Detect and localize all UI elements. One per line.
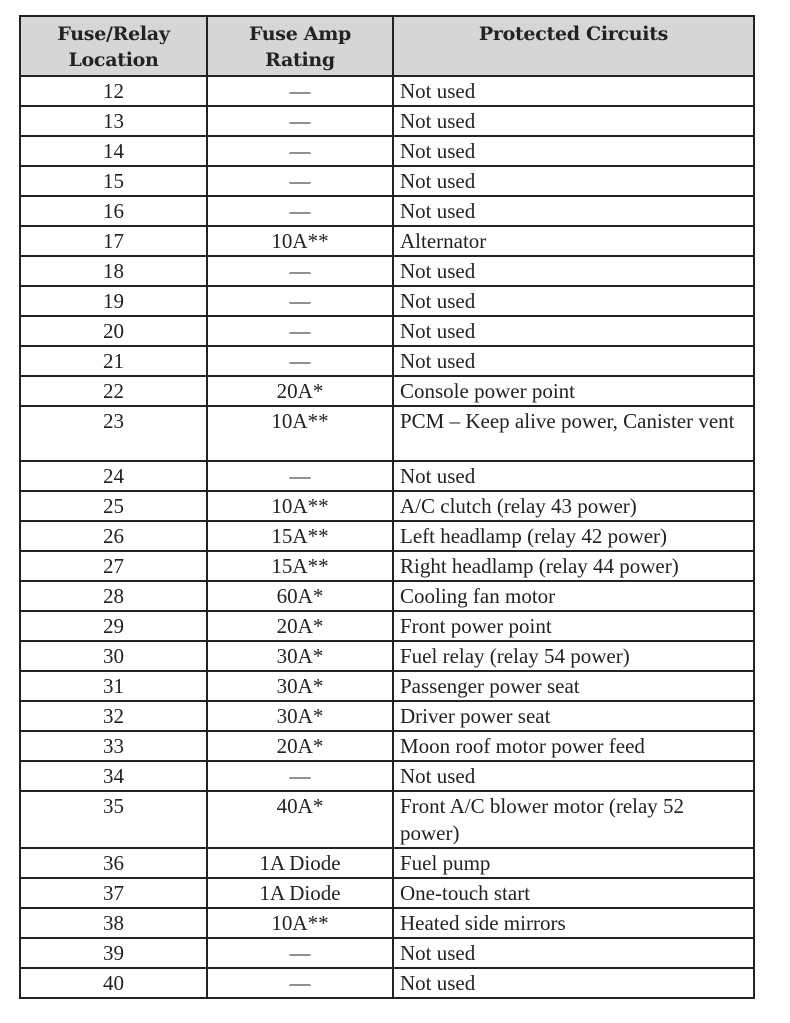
cell-rating: —	[207, 316, 393, 346]
table-row	[20, 581, 754, 611]
cell-location: 36	[20, 848, 207, 878]
cell-rating: 20A*	[207, 611, 393, 641]
cell-rating: —	[207, 196, 393, 226]
cell-location: 15	[20, 166, 207, 196]
table-row	[20, 551, 754, 581]
cell-location: 13	[20, 106, 207, 136]
cell-rating: —	[207, 106, 393, 136]
header-rating-line1: Fuse Amp	[248, 23, 352, 45]
cell-circuit: Cooling fan motor	[393, 581, 754, 611]
cell-circuit: Not used	[393, 76, 754, 106]
cell-rating: 15A**	[207, 521, 393, 551]
cell-circuit: Not used	[393, 286, 754, 316]
cell-circuit: Heated side mirrors	[393, 908, 754, 938]
cell-rating: 10A**	[207, 226, 393, 256]
cell-circuit: Passenger power seat	[393, 671, 754, 701]
table-row	[20, 286, 754, 316]
cell-circuit: Moon roof motor power feed	[393, 731, 754, 761]
table-row	[20, 701, 754, 731]
cell-rating: 30A*	[207, 701, 393, 731]
cell-rating: —	[207, 256, 393, 286]
header-row	[20, 16, 754, 76]
header-location-line2: Location	[68, 49, 159, 71]
cell-location: 14	[20, 136, 207, 166]
cell-circuit: Not used	[393, 761, 754, 791]
cell-circuit: Not used	[393, 316, 754, 346]
cell-location: 25	[20, 491, 207, 521]
table-row	[20, 791, 754, 848]
cell-rating: —	[207, 346, 393, 376]
cell-circuit: Console power point	[393, 376, 754, 406]
cell-circuit: Left headlamp (relay 42 power)	[393, 521, 754, 551]
table-row	[20, 316, 754, 346]
cell-rating: —	[207, 968, 393, 998]
cell-location: 35	[20, 791, 207, 848]
cell-rating: 30A*	[207, 641, 393, 671]
cell-circuit: Driver power seat	[393, 701, 754, 731]
table-row	[20, 848, 754, 878]
cell-location: 31	[20, 671, 207, 701]
cell-circuit: Not used	[393, 166, 754, 196]
cell-rating: —	[207, 136, 393, 166]
cell-rating: —	[207, 761, 393, 791]
cell-location: 24	[20, 461, 207, 491]
cell-rating: 10A**	[207, 406, 393, 461]
cell-rating: 30A*	[207, 671, 393, 701]
cell-rating: —	[207, 938, 393, 968]
header-circuits	[393, 16, 754, 76]
cell-location: 22	[20, 376, 207, 406]
cell-circuit: Not used	[393, 968, 754, 998]
cell-circuit: Not used	[393, 256, 754, 286]
cell-circuit: Fuel pump	[393, 848, 754, 878]
cell-rating: 60A*	[207, 581, 393, 611]
table-row	[20, 256, 754, 286]
cell-circuit: Not used	[393, 461, 754, 491]
table-row	[20, 938, 754, 968]
table-row	[20, 731, 754, 761]
table-row	[20, 671, 754, 701]
cell-location: 32	[20, 701, 207, 731]
cell-rating: 20A*	[207, 376, 393, 406]
cell-location: 27	[20, 551, 207, 581]
cell-location: 18	[20, 256, 207, 286]
table-row	[20, 136, 754, 166]
cell-circuit: Front power point	[393, 611, 754, 641]
cell-location: 20	[20, 316, 207, 346]
table-row	[20, 641, 754, 671]
cell-location: 28	[20, 581, 207, 611]
cell-circuit: Not used	[393, 136, 754, 166]
cell-location: 39	[20, 938, 207, 968]
table-row	[20, 878, 754, 908]
table-row	[20, 611, 754, 641]
cell-rating: 20A*	[207, 731, 393, 761]
cell-location: 16	[20, 196, 207, 226]
header-location	[20, 16, 207, 76]
cell-location: 33	[20, 731, 207, 761]
cell-circuit: One-touch start	[393, 878, 754, 908]
table-row	[20, 376, 754, 406]
table-row	[20, 106, 754, 136]
header-location-line1: Fuse/Relay	[57, 23, 170, 45]
table-row	[20, 166, 754, 196]
cell-circuit: Not used	[393, 196, 754, 226]
cell-location: 34	[20, 761, 207, 791]
cell-rating: —	[207, 76, 393, 106]
cell-circuit: Fuel relay (relay 54 power)	[393, 641, 754, 671]
cell-location: 23	[20, 406, 207, 461]
header-circuits-line1: Protected Circuits	[478, 23, 669, 45]
cell-circuit: Not used	[393, 938, 754, 968]
cell-location: 29	[20, 611, 207, 641]
cell-location: 17	[20, 226, 207, 256]
cell-location: 21	[20, 346, 207, 376]
cell-location: 37	[20, 878, 207, 908]
cell-rating: —	[207, 461, 393, 491]
table-row	[20, 196, 754, 226]
cell-location: 19	[20, 286, 207, 316]
table-row	[20, 461, 754, 491]
cell-location: 30	[20, 641, 207, 671]
table-row	[20, 226, 754, 256]
table-row	[20, 761, 754, 791]
cell-location: 40	[20, 968, 207, 998]
cell-circuit: Alternator	[393, 226, 754, 256]
cell-rating: —	[207, 166, 393, 196]
cell-circuit: Right headlamp (relay 44 power)	[393, 551, 754, 581]
cell-circuit: Front A/C blower motor (relay 52 power)	[393, 791, 754, 848]
cell-circuit: A/C clutch (relay 43 power)	[393, 491, 754, 521]
fuse-relay-table	[19, 15, 755, 999]
cell-circuit: Not used	[393, 106, 754, 136]
cell-rating: 1A Diode	[207, 878, 393, 908]
header-rating	[207, 16, 393, 76]
table-row	[20, 491, 754, 521]
cell-rating: 10A**	[207, 908, 393, 938]
cell-rating: 10A**	[207, 491, 393, 521]
cell-location: 38	[20, 908, 207, 938]
cell-circuit: PCM – Keep alive power, Canister vent	[393, 406, 754, 461]
cell-location: 12	[20, 76, 207, 106]
table-row	[20, 406, 754, 461]
table-row	[20, 76, 754, 106]
cell-circuit: Not used	[393, 346, 754, 376]
cell-rating: 15A**	[207, 551, 393, 581]
table-row	[20, 968, 754, 998]
table-row	[20, 908, 754, 938]
table-row	[20, 346, 754, 376]
cell-rating: 40A*	[207, 791, 393, 848]
header-rating-line2: Rating	[265, 49, 335, 71]
table-row	[20, 521, 754, 551]
cell-rating: —	[207, 286, 393, 316]
cell-rating: 1A Diode	[207, 848, 393, 878]
cell-location: 26	[20, 521, 207, 551]
